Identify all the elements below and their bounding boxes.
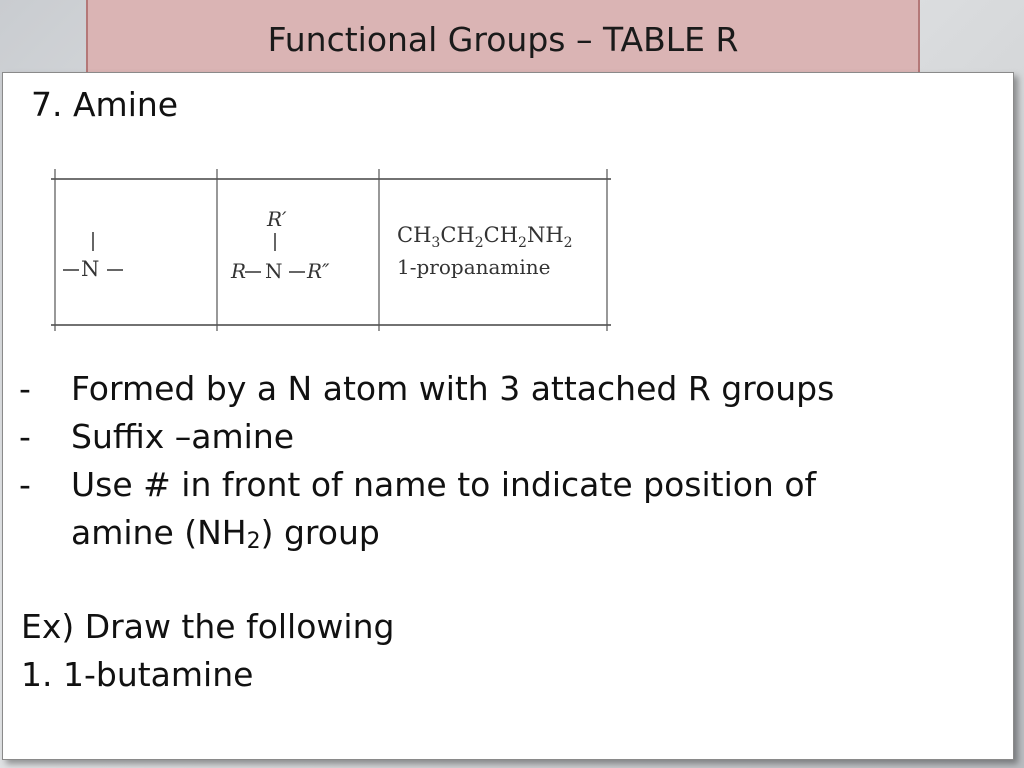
bullet-text: Use # in front of name to indicate position of (71, 465, 817, 504)
list-item (3, 417, 1003, 465)
page-title: Functional Groups – TABLE R (267, 20, 739, 59)
example-prompt: Ex) Draw the following (21, 607, 395, 646)
list-item (3, 465, 1003, 561)
bullet-dash: - (19, 465, 31, 504)
bullet-text: Formed by a N atom with 3 attached R groups (71, 369, 835, 408)
content-panel (2, 72, 1014, 760)
structure-n: N (81, 257, 100, 281)
general-r-double-prime: R″ (307, 259, 330, 283)
general-r-left: R (231, 259, 247, 283)
example-formula: $CH_3CH_2CH_2NH_2$ (397, 223, 573, 252)
bullet-list (3, 369, 1003, 561)
bullet-text-continued: amine $(NH_2)$ group (71, 513, 380, 554)
section-title: 7. Amine (31, 85, 179, 124)
example-item: 1. 1-butamine (21, 655, 254, 694)
bullet-dash: - (19, 417, 31, 456)
general-n: N (265, 259, 283, 283)
amine-table (51, 169, 611, 331)
title-bar (86, 0, 920, 74)
example-name: 1-propanamine (397, 255, 551, 279)
bullet-text: Suffix –amine (71, 417, 295, 456)
general-r-prime: R′ (267, 207, 287, 231)
list-item (3, 369, 1003, 417)
bullet-dash: - (19, 369, 31, 408)
example-block (21, 607, 394, 703)
